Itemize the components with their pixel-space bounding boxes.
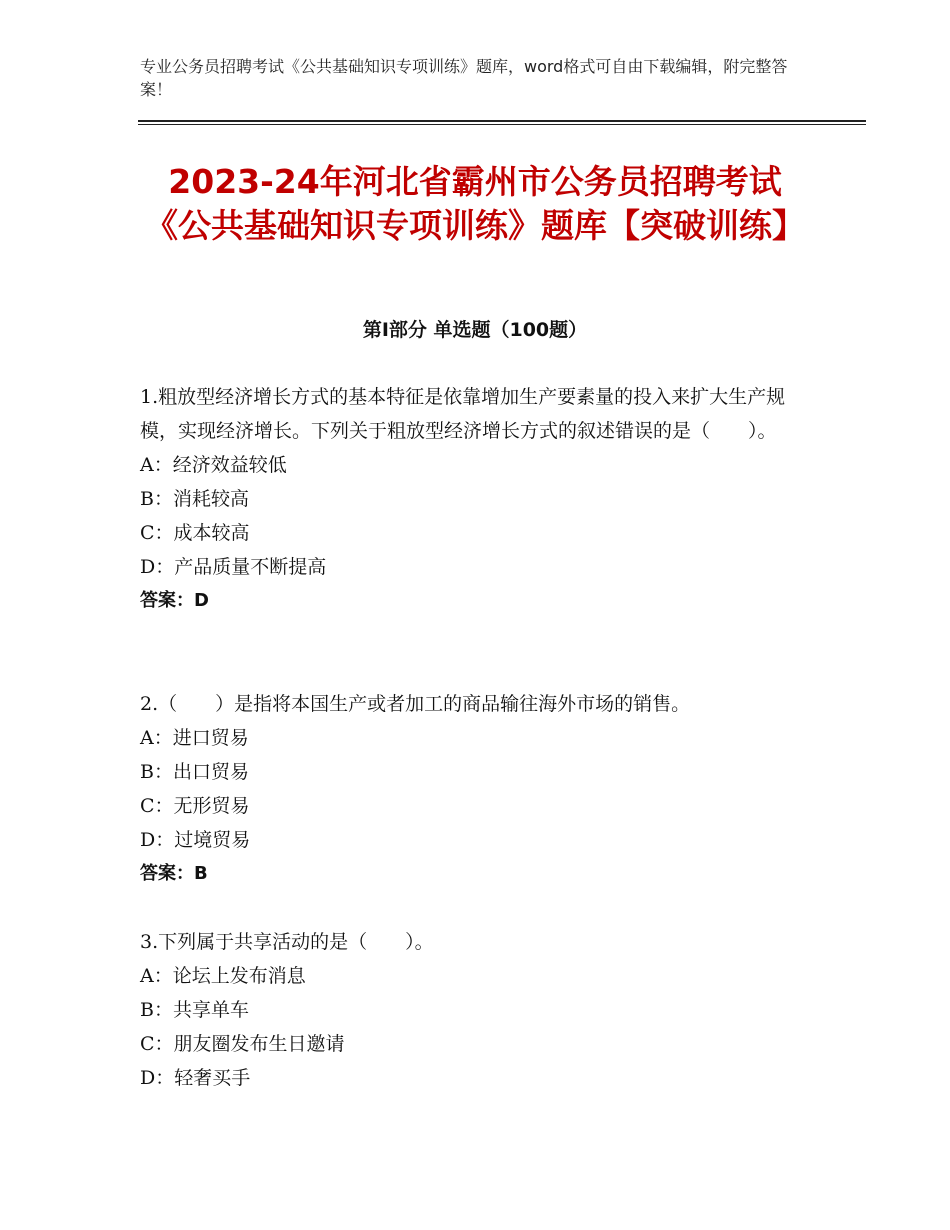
option-b: B：出口贸易 xyxy=(140,761,249,783)
option-c: C：朋友圈发布生日邀请 xyxy=(140,1033,345,1055)
answer: 答案：D xyxy=(140,590,209,611)
option-d: D：轻奢买手 xyxy=(140,1067,251,1089)
section-title: 第Ⅰ部分 单选题（100题） xyxy=(362,319,588,341)
option-c: C：无形贸易 xyxy=(140,795,250,817)
option-c: C：成本较高 xyxy=(140,522,250,544)
question-2 xyxy=(140,687,800,891)
document-title: 2023-24年河北省霸州市公务员招聘考试《公共基础知识专项训练》题库【突破训练】 xyxy=(145,162,805,245)
question-text: 1.粗放型经济增长方式的基本特征是依靠增加生产要素量的投入来扩大生产规模，实现经济增长。下列关于粗放型经济增长方式的叙述错误的是（ ）。 xyxy=(140,386,786,442)
option-d: D：过境贸易 xyxy=(140,829,251,851)
header-note: 专业公务员招聘考试《公共基础知识专项训练》题库，word格式可自由下载编辑，附完整答案！ xyxy=(140,57,788,99)
option-a: A：进口贸易 xyxy=(140,727,249,749)
question-text: 3.下列属于共享活动的是（ ）。 xyxy=(140,931,434,953)
header-rule-thick xyxy=(138,120,866,122)
option-b: B：消耗较高 xyxy=(140,488,249,510)
option-b: B：共享单车 xyxy=(140,999,249,1021)
question-1 xyxy=(140,380,800,618)
question-text: 2.（ ）是指将本国生产或者加工的商品输往海外市场的销售。 xyxy=(140,693,691,715)
option-a: A：论坛上发布消息 xyxy=(140,965,306,987)
header-rule-thin xyxy=(138,124,866,125)
option-d: D：产品质量不断提高 xyxy=(140,556,327,578)
answer: 答案：B xyxy=(140,863,208,884)
question-3 xyxy=(140,925,800,1095)
option-a: A：经济效益较低 xyxy=(140,454,287,476)
